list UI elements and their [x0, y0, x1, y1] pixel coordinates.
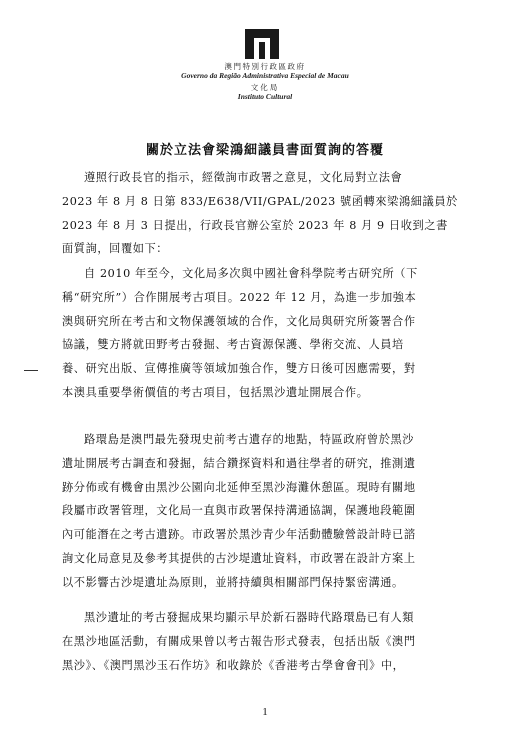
paragraph-intro — [62, 166, 466, 261]
paragraph-line: 2023 年 8 月 8 日第 833/E638/VII/GPAL/2023 號函轉來梁鴻細議員於 — [62, 194, 458, 208]
margin-mark — [24, 370, 38, 371]
paragraph-line: 遺址開展考古調查和發掘，結合鑽探資料和過往學者的研究，推測遺 — [62, 456, 416, 470]
paragraph-line: 自 2010 年至今，文化局多次與中國社會科學院考古研究所（下 — [84, 267, 418, 280]
paragraph-line: 詢文化局意見及參考其提供的古沙堤遺址資料，市政署在設計方案上 — [62, 551, 416, 565]
institutional-logo-icon — [245, 29, 279, 59]
paragraph-line: 跡分佈或有機會由黑沙公園向北延伸至黑沙海灘休憩區。現時有關地 — [62, 480, 416, 494]
paragraph-line: 路環島是澳門最先發現史前考古遺存的地點，特區政府曾於黑沙 — [84, 433, 415, 446]
paragraph-line: 2023 年 8 月 3 日提出，行政長官辦公室於 2023 年 8 月 9 日收到之書 — [62, 218, 448, 232]
paragraph-excavation — [62, 606, 466, 677]
paragraph-line: 在黑沙地區活動，有關成果曾以考古報告形式發表，包括出版《澳門 — [62, 634, 416, 648]
paragraph-cooperation — [62, 262, 466, 405]
org-name-portuguese: Governo da Região Administrativa Especial de Macau — [181, 71, 349, 80]
paragraph-line: 內可能潛在之考古遺跡。市政署於黑沙青少年活動體驗營設計時已諮 — [62, 528, 416, 542]
paragraph-line: 黑沙遺址的考古發掘成果均顯示早於新石器時代路環島已有人類 — [84, 611, 415, 624]
paragraph-line: 段屬市政署管理，文化局一直與市政署保持溝通協調，保護地段範圍 — [62, 504, 416, 518]
paragraph-line: 協議，雙方將就田野考古發掘、考古資源保護、學術交流、人員培 — [62, 338, 404, 352]
paragraph-line: 面質詢，回覆如下： — [62, 242, 169, 256]
paragraph-coloane — [62, 428, 466, 595]
org-name-chinese: 澳門特別行政區政府 — [224, 62, 306, 71]
paragraph-line: 本澳具重要學術價值的考古項目，包括黑沙遺址開展合作。 — [62, 385, 369, 399]
document-title: 關於立法會梁鴻細議員書面質詢的答覆 — [145, 143, 384, 158]
paragraph-line: 黑沙》、《澳門黑沙玉石作坊》和收錄於《香港考古學會會刊》中， — [62, 658, 405, 672]
paragraph-line: 稱“研究所”）合作開展考古項目。2022 年 12 月，為進一步加強本 — [62, 290, 417, 304]
page-number: 1 — [262, 706, 268, 718]
department-name-chinese: 文化局 — [250, 83, 280, 92]
paragraph-line: 澳與研究所在考古和文物保護領域的合作，文化局與研究所簽署合作 — [62, 314, 416, 328]
paragraph-line: 遵照行政長官的指示，經徵詢市政署之意見，文化局對立法會 — [84, 171, 403, 184]
department-name-english: Instituto Cultural — [237, 92, 293, 101]
paragraph-line: 養、研究出版、宣傳推廣等領域加強合作，雙方日後可因應需要，對 — [62, 362, 416, 376]
paragraph-line: 以不影響古沙堤遺址為原則，並將持續與相關部門保持緊密溝通。 — [62, 575, 404, 589]
